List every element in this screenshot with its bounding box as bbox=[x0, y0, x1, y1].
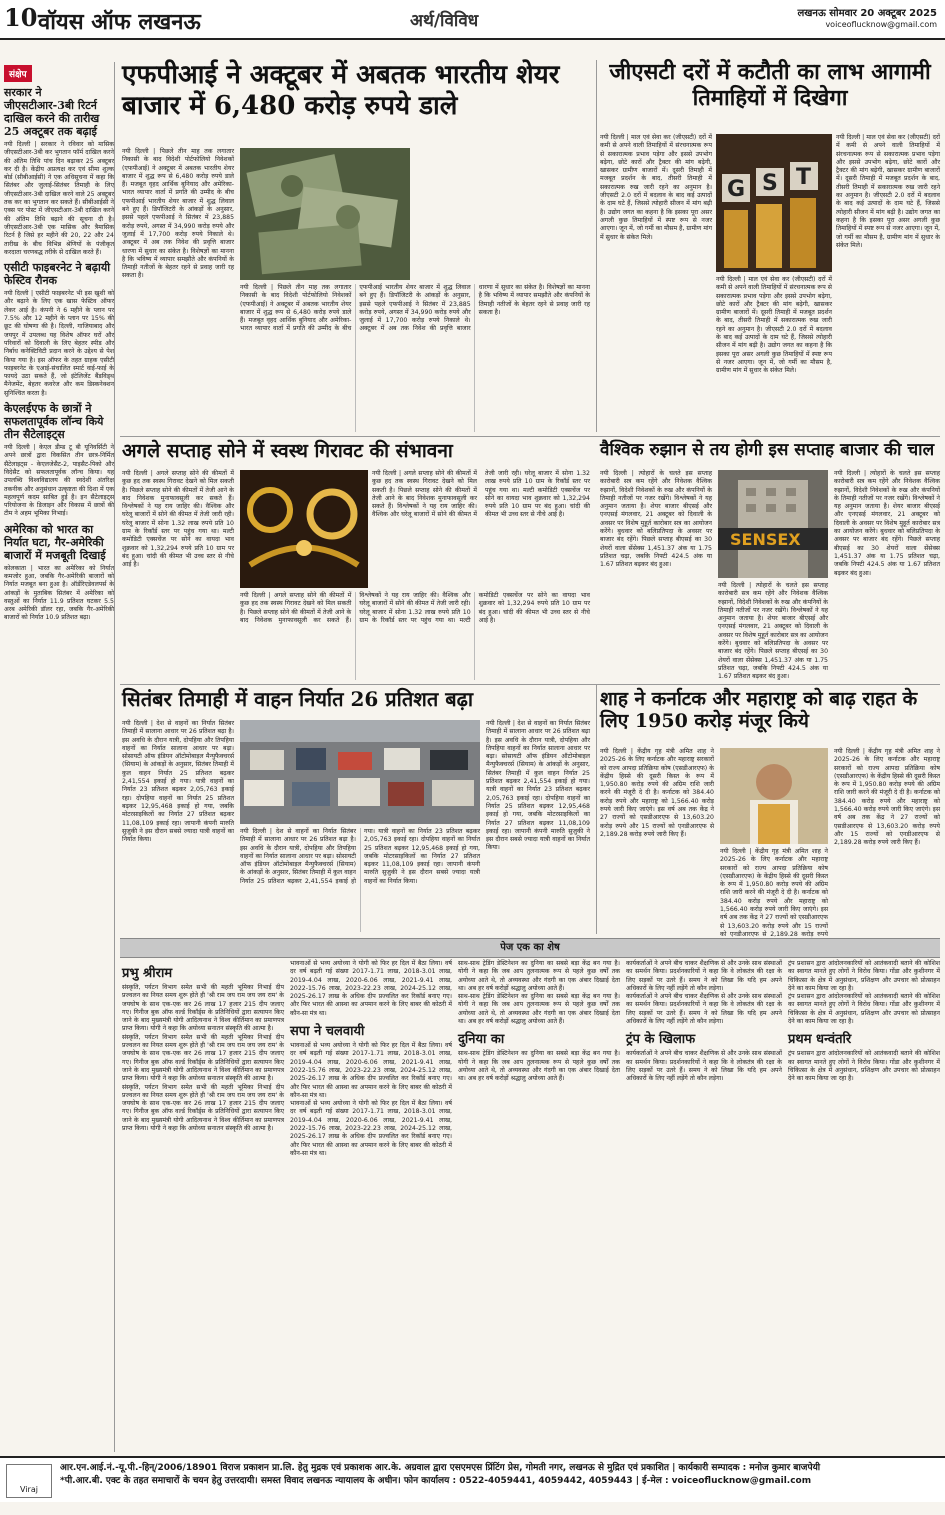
brief-body: नयी दिल्ली | केएल डीम्ड टू बी यूनिवर्सिटी ने अपने छात्रों द्वारा विकसित तीन छात्र-निर्मित सैटेलाइट्स - केएलजेसैट-2, पाइसैट-पिको और विदेसैट को सफलतापूर्वक लॉन्च किया। यह उपलब्धि विश्वविद्यालय की स्वदेशी अंतरिक्ष तकनीक और अनुसंधान उत्कृष्टता की दिशा में एक महत्वपूर्ण कदम साबित हुई है। इन सैटेलाइट्स परियोजना के डिजाइन और विकास में छात्रों की टीम ने अहम भूमिका निभाई। bbox=[4, 444, 114, 518]
lower-col2-body-cont: भावनाओं से भव्य अयोध्या ने योगी को फिर हर दिल में बैठा लिया। वर्ष दर वर्ष बढ़ती गई संख्या 2017-1.71 लाख, 2018-3.01 लाख, 2019-4.04 लाख, 2020-6.06 लाख, 2021-9.41 लाख, 2022-15.76 लाख, 2023-22.23 लाख, 2024-25.12 लाख, 2025-26.17 लाख के अधिक दीप प्रज्वलित कर रिकॉर्ड बनाए गए। और फिर भारत की आस्था का अपमान करने के लिए बाबर की कोठरी में कौन-सा मंत्र था। bbox=[290, 1100, 452, 1157]
brief-body: कोलकाता | भारत का अमेरिका को निर्यात कमजोर हुआ, जबकि गैर-अमेरिकी बाजारों को निर्यात मजबूत बना हुआ है। ऑर्डरिएडेवलपर्स के आंकड़ों के मुताबिक सितंबर में अमेरिका को वस्तुओं का निर्यात 11.9 प्रतिशत घटकर 5.5 अरब अमेरिकी डॉलर रहा, जबकि गैर-अमेरिकी बाजारों को निर्यात 10.9 प्रतिशत बढ़ा। bbox=[4, 564, 114, 622]
continued-banner-text: पेज एक का शेष bbox=[500, 942, 560, 953]
lower-col4-body-cont: कार्यकर्ताओं ने अपने बीच चाकर शैक्षणिक से और उनके साथ संस्थाओं का समर्थन किया। प्रदर्शनकारियों ने कहा कि वे लोकतंत्र की रक्षा के लिए सड़कों पर उतरे हैं। समय ने को लिखा कि यदि हम अपने अधिकारों के लिए नहीं लड़ेंगे तो कौन लड़ेगा। bbox=[626, 1050, 782, 1083]
auto-body-col4: नयी दिल्ली | देश से वाहनों का निर्यात सितंबर तिमाही में सालाना आधार पर 26 प्रतिशत बढ़ा है। इस अवधि के दौरान यात्री, दोपहिया और तिपहिया वाहनों का निर्यात सालाना आधार पर बढ़ा। सोसायटी ऑफ इंडियन ऑटोमोबाइल मैन्युफैक्चरर्स (सियाम) के आंकड़ों के अनुसार, सितंबर तिमाही में कुल वाहन निर्यात 25 प्रतिशत बढ़कर 2,41,554 इकाई हो गया। यात्री वाहनों का निर्यात 23 प्रतिशत बढ़कर 2,05,763 इकाई रहा। दोपहिया वाहनों का निर्यात 25 प्रतिशत बढ़कर 12,95,468 इकाई हो गया, जबकि मोटरसाइकिलों का निर्यात 27 प्रतिशत बढ़कर 11,08,109 इकाई रहा। जापानी कंपनी मारुति सुजुकी ने इस दौरान सबसे ज्यादा यात्री वाहनों का निर्यात किया। bbox=[486, 720, 590, 852]
fpi-headline: एफपीआई ने अक्टूबर में अबतक भारतीय शेयर बाजार में 6,480 करोड़ रुपये डाले bbox=[122, 60, 560, 121]
lower-col4-body-cont: कार्यकर्ताओं ने अपने बीच चाकर शैक्षणिक से और उनके साथ संस्थाओं का समर्थन किया। प्रदर्शनकारियों ने कहा कि वे लोकतंत्र की रक्षा के लिए सड़कों पर उतरे हैं। समय ने को लिखा कि यदि हम अपने अधिकारों के लिए नहीं लड़ेंगे तो कौन लड़ेगा। bbox=[626, 993, 782, 1026]
auto-body-cols: नयी दिल्ली | देश से वाहनों का निर्यात सितंबर तिमाही में सालाना आधार पर 26 प्रतिशत बढ़ा है। इस अवधि के दौरान यात्री, दोपहिया और तिपहिया वाहनों का निर्यात सालाना आधार पर बढ़ा। सोसायटी ऑफ इंडियन ऑटोमोबाइल मैन्युफैक्चरर्स (सियाम) के आंकड़ों के अनुसार, सितंबर तिमाही में कुल वाहन निर्यात 25 प्रतिशत बढ़कर 2,41,554 इकाई हो गया। यात्री वाहनों का निर्यात 23 प्रतिशत बढ़कर 2,05,763 इकाई रहा। दोपहिया वाहनों का निर्यात 25 प्रतिशत बढ़कर 12,95,468 इकाई हो गया, जबकि मोटरसाइकिलों का निर्यात 27 प्रतिशत बढ़कर 11,08,109 इकाई रहा। जापानी कंपनी मारुति सुजुकी ने इस दौरान सबसे ज्यादा यात्री वाहनों का निर्यात किया। bbox=[240, 828, 480, 885]
amit-shah-photo bbox=[720, 748, 828, 844]
bse-building-photo bbox=[718, 470, 828, 578]
lower-col4-head: ट्रंप के खिलाफ bbox=[626, 1032, 696, 1048]
svg-text:S: S bbox=[762, 171, 778, 196]
lower-col3-head: दुनिया का bbox=[458, 1032, 505, 1048]
brief-headline: सरकार ने जीएसटीआर-3बी रिटर्न दाखिल करने की तारीख 25 अक्टूबर तक बढ़ाई bbox=[4, 86, 100, 138]
lower-col4-body: कार्यकर्ताओं ने अपने बीच चाकर शैक्षणिक से और उनके साथ संस्थाओं का समर्थन किया। प्रदर्शनकारियों ने कहा कि वे लोकतंत्र की रक्षा के लिए सड़कों पर उतरे हैं। समय ने को लिखा कि यदि हम अपने अधिकारों के लिए नहीं लड़ेंगे तो कौन लड़ेगा। bbox=[626, 960, 782, 992]
lower-col5-body-cont: ट्रंप प्रशासन द्वारा आंदोलनकारियों को आतंकवादी बताने की कोशिश का स्वागत मानते हुए लोगों ने विरोध किया। गोंडा और कुशीनगर में चिकित्सा के क्षेत्र में अनुसंधान, प्रशिक्षण और उपचार को प्रोत्साहन देने का काम किया जा रहा है। bbox=[788, 1050, 940, 1083]
auto-body-col1: नयी दिल्ली | देश से वाहनों का निर्यात सितंबर तिमाही में सालाना आधार पर 26 प्रतिशत बढ़ा है। इस अवधि के दौरान यात्री, दोपहिया और तिपहिया वाहनों का निर्यात सालाना आधार पर बढ़ा। सोसायटी ऑफ इंडियन ऑटोमोबाइल मैन्युफैक्चरर्स (सियाम) के आंकड़ों के अनुसार, सितंबर तिमाही में कुल वाहन निर्यात 25 प्रतिशत बढ़कर 2,41,554 इकाई हो गया। यात्री वाहनों का निर्यात 23 प्रतिशत बढ़कर 2,05,763 इकाई रहा। दोपहिया वाहनों का निर्यात 25 प्रतिशत बढ़कर 12,95,468 इकाई हो गया, जबकि मोटरसाइकिलों का निर्यात 27 प्रतिशत बढ़कर 11,08,109 इकाई रहा। जापानी कंपनी मारुति सुजुकी ने इस दौरान सबसे ज्यादा यात्री वाहनों का निर्यात किया। bbox=[122, 720, 234, 844]
lower-col1-body: संस्कृति, पर्यटन विभाग समेत सभी की महती भूमिका निभाई दीप प्रज्वलन का नियत समय शुरू होते ही 'श्री राम जय राम जय जय राम' के जयघोष के साथ एक-एक कर 26 लाख 17 हजार 215 दीप जलाए गए। गिनीज बुक ऑफ वर्ल्ड रिकॉर्ड्स के प्रतिनिधियों द्वारा सत्यापन किए जाने के बाद मुख्यमंत्री योगी आदित्यनाथ ने विश्व कीर्तिमान का प्रमाणपत्र प्राप्त किया। योगी ने कहा कि अयोध्या सनातन संस्कृति की आत्मा है। bbox=[122, 984, 284, 1033]
gold-body-col1: नयी दिल्ली | अगले सप्ताह सोने की कीमतों में कुछ हद तक स्वस्थ गिरावट देखने को मिल सकती है। पिछले सप्ताह सोने की कीमतों में तेजी आने के बाद निवेशक मुनाफावसूली कर सकते हैं। विश्लेषकों ने यह राय जाहिर की। वैश्विक और घरेलू बाजारों में सोने की कीमत में तेजी जारी रही। घरेलू बाजार में सोना 1.32 लाख रुपये प्रति 10 ग्राम के रिकॉर्ड स्तर पर पहुंच गया था। मल्टी कमोडिटी एक्सचेंज पर सोने का वायदा भाव शुक्रवार को 1,32,294 रुपये प्रति 10 ग्राम पर बंद हुआ। चांदी की कीमत भी उच्च स्तर से नीचे आई है। bbox=[122, 470, 234, 569]
relief-body-col1: नयी दिल्ली | केंद्रीय गृह मंत्री अमित शाह ने 2025-26 के लिए कर्नाटक और महाराष्ट्र सरकारों को राज्य आपदा प्रतिक्रिया कोष (एसडीआरएफ) के केंद्रीय हिस्से की दूसरी किस्त के रूप में 1,950.80 करोड़ रुपये की अग्रिम राशि जारी करने की मंजूरी दे दी है। कर्नाटक को 384.40 करोड़ रुपये और महाराष्ट्र को 1,566.40 करोड़ रुपये जारी किए जाएंगे। इस वर्ष अब तक केंद्र ने 27 राज्यों को एसडीआरएफ से 13,603.20 करोड़ रुपये और 15 राज्यों को एनडीआरएफ से 2,189.28 करोड़ रुपये जारी किए हैं। bbox=[600, 748, 714, 838]
gold-headline: अगले सप्ताह सोने में स्वस्थ गिरावट की संभावना bbox=[122, 440, 453, 462]
market-body-col2: नयी दिल्ली | त्योहारों के चलते इस सप्ताह कारोबारी सत्र कम रहेंगे और निवेशक वैश्विक रुझानों, विदेशी निवेशकों के रुख और कंपनियों के तिमाही नतीजों पर नजर रखेंगे। विश्लेषकों ने यह अनुमान जताया है। शेयर बाजार बीएसई और एनएसई मंगलवार, 21 अक्टूबर को दिवाली के अवसर पर विशेष मुहूर्त कारोबार सत्र का आयोजन करेंगे। बुधवार को बलिप्रतिपदा के अवसर पर बाजार बंद रहेंगे। पिछले सप्ताह बीएसई का 30 शेयरों वाला सेंसेक्स 1,451.37 अंक या 1.75 प्रतिशत चढ़ा, जबकि निफ्टी 424.5 अंक या 1.67 प्रतिशत बढ़कर बंद हुआ। bbox=[718, 582, 828, 681]
lower-col2-body: भावनाओं से भव्य अयोध्या ने योगी को फिर हर दिल में बैठा लिया। वर्ष दर वर्ष बढ़ती गई संख्या 2017-1.71 लाख, 2018-3.01 लाख, 2019-4.04 लाख, 2020-6.06 लाख, 2021-9.41 लाख, 2022-15.76 लाख, 2023-22.23 लाख, 2024-25.12 लाख, 2025-26.17 लाख के अधिक दीप प्रज्वलित कर रिकॉर्ड बनाए गए। और फिर भारत की आस्था का अपमान करने के लिए बाबर की कोठरी में कौन-सा मंत्र था। bbox=[290, 960, 452, 1017]
page-number: 10 bbox=[4, 3, 38, 32]
lower-col2-head: सपा ने चलवायी bbox=[290, 1024, 365, 1040]
gold-jewellery-photo bbox=[240, 470, 368, 588]
lower-col5-body-cont: ट्रंप प्रशासन द्वारा आंदोलनकारियों को आतंकवादी बताने की कोशिश का स्वागत मानते हुए लोगों ने विरोध किया। गोंडा और कुशीनगर में चिकित्सा के क्षेत्र में अनुसंधान, प्रशिक्षण और उपचार को प्रोत्साहन देने का काम किया जा रहा है। bbox=[788, 993, 940, 1026]
lower-col3-body-cont: साथ-साथ ट्रेडिंग डेस्टिनेशन का दुनिया का सबसे बड़ा केंद्र बन गया है। योगी ने कहा कि जब आप तुलनात्मक रूप से पहले कुछ वर्षों तक अयोध्या आते थे, तो अव्यवस्था और गंदगी का एक अंबार दिखाई देता था। अब हर वर्ष करोड़ों श्रद्धालु अयोध्या आते हैं। bbox=[458, 993, 620, 1026]
lower-col1-body-cont: संस्कृति, पर्यटन विभाग समेत सभी की महती भूमिका निभाई दीप प्रज्वलन का नियत समय शुरू होते ही 'श्री राम जय राम जय जय राम' के जयघोष के साथ एक-एक कर 26 लाख 17 हजार 215 दीप जलाए गए। गिनीज बुक ऑफ वर्ल्ड रिकॉर्ड्स के प्रतिनिधियों द्वारा सत्यापन किए जाने के बाद मुख्यमंत्री योगी आदित्यनाथ ने विश्व कीर्तिमान का प्रमाणपत्र प्राप्त किया। योगी ने कहा कि अयोध्या सनातन संस्कृति की आत्मा है। bbox=[122, 1033, 284, 1083]
brief-body: नयी दिल्ली | एसीटी फाइबरनेट भी इस खुशी को और बढ़ाने के लिए एक खास फेस्टिव ऑफर लेकर आई है। कंपनी ने 6 महीने के प्लान पर 7.5% और 12 महीने के प्लान पर 15% की छूट की घोषणा की है। दिल्ली, गाजियाबाद और जयपुर में उपलब्ध यह विशेष ऑफर घरों और परिवारों को दिवाली के लिए बेहतर स्पीड और निर्बाध कनेक्टिविटी प्रदान करने के उद्देश्य से पेश किया गया है। इस ऑफर के तहत ग्राहक एसीटी फाइबरनेट के एआई-संचालित स्मार्ट वाई-फाई के फायदे उठा सकते हैं, जो इंटेलिजेंट बैंडविड्थ मैनेजमेंट, बेहतर कवरेज और कम डिस्कनेक्शन सुनिश्चित करता है। bbox=[4, 290, 114, 397]
sidebar-briefs bbox=[4, 62, 115, 1452]
fpi-body-cols: नयी दिल्ली | पिछले तीन माह तक लगातार निकासी के बाद विदेशी पोर्टफोलियो निवेशकों (एफपीआई) ने अक्टूबर में अबतक भारतीय शेयर बाजार में शुद्ध रूप से 6,480 करोड़ रुपये डाले हैं। मजबूत वृहद आर्थिक बुनियाद और अमेरिका-भारत व्यापार वार्ता में प्रगति की उम्मीद के बीच एफपीआई भारतीय शेयर बाजार में शुद्ध लिवाल बने हुए हैं। डिपॉजिटरी के आंकड़ों के अनुसार, इससे पहले एफपीआई ने सितंबर में 23,885 करोड़ रुपये, अगस्त में 34,990 करोड़ रुपये और जुलाई में 17,700 करोड़ रुपये निकाले थे। अक्टूबर में अब तक निवेश की प्रवृत्ति बाजार धारणा में सुधार का संकेत है। विशेषज्ञों का मानना है कि भविष्य में व्यापार समझौते और कंपनियों के तिमाही नतीजों के बेहतर रहने से प्रवाह जारी रह सकता है। bbox=[240, 284, 590, 333]
relief-body-col2: नयी दिल्ली | केंद्रीय गृह मंत्री अमित शाह ने 2025-26 के लिए कर्नाटक और महाराष्ट्र सरकारों को राज्य आपदा प्रतिक्रिया कोष (एसडीआरएफ) के केंद्रीय हिस्से की दूसरी किस्त के रूप में 1,950.80 करोड़ रुपये की अग्रिम राशि जारी करने की मंजूरी दे दी है। कर्नाटक को 384.40 करोड़ रुपये और महाराष्ट्र को 1,566.40 करोड़ रुपये जारी किए जाएंगे। इस वर्ष अब तक केंद्र ने 27 राज्यों को एसडीआरएफ से 13,603.20 करोड़ रुपये और 15 राज्यों को एनडीआरएफ से 2,189.28 करोड़ रुपये bbox=[720, 848, 828, 938]
market-body-col3: नयी दिल्ली | त्योहारों के चलते इस सप्ताह कारोबारी सत्र कम रहेंगे और निवेशक वैश्विक रुझानों, विदेशी निवेशकों के रुख और कंपनियों के तिमाही नतीजों पर नजर रखेंगे। विश्लेषकों ने यह अनुमान जताया है। शेयर बाजार बीएसई और एनएसई मंगलवार, 21 अक्टूबर को दिवाली के अवसर पर विशेष मुहूर्त कारोबार सत्र का आयोजन करेंगे। बुधवार को बलिप्रतिपदा के अवसर पर बाजार बंद रहेंगे। पिछले सप्ताह बीएसई का 30 शेयरों वाला सेंसेक्स 1,451.37 अंक या 1.75 प्रतिशत चढ़ा, जबकि निफ्टी 424.5 अंक या 1.67 प्रतिशत बढ़कर बंद हुआ। bbox=[834, 470, 940, 577]
svg-text:T: T bbox=[796, 165, 812, 190]
briefs-label: संक्षेप bbox=[4, 65, 32, 82]
continued-banner bbox=[120, 938, 940, 958]
lower-col5 bbox=[788, 960, 940, 1452]
fpi-body-col1: नयी दिल्ली | पिछले तीन माह तक लगातार निकासी के बाद विदेशी पोर्टफोलियो निवेशकों (एफपीआई) ने अक्टूबर में अबतक भारतीय शेयर बाजार में शुद्ध रूप से 6,480 करोड़ रुपये डाले हैं। मजबूत वृहद आर्थिक बुनियाद और अमेरिका-भारत व्यापार वार्ता में प्रगति की उम्मीद के बीच एफपीआई भारतीय शेयर बाजार में शुद्ध लिवाल बने हुए हैं। डिपॉजिटरी के आंकड़ों के अनुसार, इससे पहले एफपीआई ने सितंबर में 23,885 करोड़ रुपये, अगस्त में 34,990 करोड़ रुपये और जुलाई में 17,700 करोड़ रुपये निकाले थे। अक्टूबर में अब तक निवेश की प्रवृत्ति बाजार धारणा में सुधार का संकेत है। विशेषज्ञों का मानना है कि भविष्य में व्यापार समझौते और कंपनियों के तिमाही नतीजों के बेहतर रहने से प्रवाह जारी रह सकता है। bbox=[122, 148, 234, 280]
gold-body-col2: नयी दिल्ली | अगले सप्ताह सोने की कीमतों में कुछ हद तक स्वस्थ गिरावट देखने को मिल सकती है। पिछले सप्ताह सोने की कीमतों में तेजी आने के बाद निवेशक मुनाफावसूली कर सकते हैं। विश्लेषकों ने यह राय जाहिर की। वैश्विक और घरेलू बाजारों में सोने की कीमत में तेजी जारी रही। घरेलू बाजार में सोना 1.32 लाख रुपये प्रति 10 ग्राम के रिकॉर्ड स्तर पर पहुंच गया था। मल्टी कमोडिटी एक्सचेंज पर सोने का वायदा भाव शुक्रवार को 1,32,294 रुपये प्रति 10 ग्राम पर बंद हुआ। चांदी की कीमत भी उच्च स्तर से नीचे आई है। bbox=[372, 470, 590, 519]
lower-col3-body-cont: साथ-साथ ट्रेडिंग डेस्टिनेशन का दुनिया का सबसे बड़ा केंद्र बन गया है। योगी ने कहा कि जब आप तुलनात्मक रूप से पहले कुछ वर्षों तक अयोध्या आते थे, तो अव्यवस्था और गंदगी का एक अंबार दिखाई देता था। अब हर वर्ष करोड़ों श्रद्धालु अयोध्या आते हैं। bbox=[458, 1050, 620, 1083]
lower-col5-head: प्रथम धन्वंतरि bbox=[788, 1032, 852, 1048]
brief-headline: एसीटी फाइबरनेट ने बढ़ायी फेस्टिव रौनक bbox=[4, 261, 111, 288]
lower-col2-body-cont: भावनाओं से भव्य अयोध्या ने योगी को फिर हर दिल में बैठा लिया। वर्ष दर वर्ष बढ़ती गई संख्या 2017-1.71 लाख, 2018-3.01 लाख, 2019-4.04 लाख, 2020-6.06 लाख, 2021-9.41 लाख, 2022-15.76 लाख, 2023-22.23 लाख, 2024-25.12 लाख, 2025-26.17 लाख के अधिक दीप प्रज्वलित कर रिकॉर्ड बनाए गए। और फिर भारत की आस्था का अपमान करने के लिए बाबर की कोठरी में कौन-सा मंत्र था। bbox=[290, 1042, 452, 1099]
lower-col5-body: ट्रंप प्रशासन द्वारा आंदोलनकारियों को आतंकवादी बताने की कोशिश का स्वागत मानते हुए लोगों ने विरोध किया। गोंडा और कुशीनगर में चिकित्सा के क्षेत्र में अनुसंधान, प्रशिक्षण और उपचार को प्रोत्साहन देने का काम किया जा रहा है। bbox=[788, 960, 940, 992]
lower-col3 bbox=[458, 960, 620, 1452]
page-header bbox=[0, 0, 945, 40]
currency-photo bbox=[240, 148, 410, 280]
date-line: लखनऊ सोमवार 20 अक्टूबर 2025 bbox=[797, 8, 937, 19]
publisher-logo: Viraj bbox=[6, 1464, 52, 1498]
brief-headline: अमेरिका को भारत का निर्यात घटा, गैर-अमेरिकी बाजारों में मजबूती दिखाई bbox=[4, 522, 106, 562]
market-headline: वैश्विक रुझान से तय होगी इस सप्ताह बाजार की चाल bbox=[600, 440, 935, 460]
section-title: अर्थ/विविध bbox=[410, 11, 479, 31]
imprint-text bbox=[60, 1462, 940, 1488]
svg-text:G: G bbox=[727, 177, 746, 202]
header-email: voiceoflucknow@gmail.com bbox=[825, 20, 937, 29]
imprint-line1: आर.एन.आई.नं.-यू.पी.-हिन्/2006/18901 विराज प्रकाशन प्रा.लि. हेतु मुद्रक एवं प्रकाशक आर.के. अग्रवाल द्वारा एसएमएस प्रिंटिंग प्रेस, गोमती नगर, लखनऊ से मुद्रित एवं प्रकाशित | कार्यकारी सम्पादक : मनोज कुमार बाजपेयी bbox=[60, 1463, 821, 1473]
lower-col3-body: साथ-साथ ट्रेडिंग डेस्टिनेशन का दुनिया का सबसे बड़ा केंद्र बन गया है। योगी ने कहा कि जब आप तुलनात्मक रूप से पहले कुछ वर्षों तक अयोध्या आते थे, तो अव्यवस्था और गंदगी का एक अंबार दिखाई देता था। अब हर वर्ष करोड़ों श्रद्धालु अयोध्या आते हैं। bbox=[458, 960, 620, 992]
imprint-footer bbox=[0, 1456, 945, 1502]
brief-body: नयी दिल्ली | सरकार ने रविवार को मासिक जीएसटीआर-3बी कर भुगतान फॉर्म दाखिल करने की अंतिम तिथि पांच दिन बढ़ाकर 25 अक्टूबर कर दी है। केंद्रीय अप्रत्यक्ष कर एवं सीमा शुल्क बोर्ड (सीबीआईसी) ने एक अधिसूचना में कहा कि सितंबर और जुलाई-सितंबर तिमाही के लिए जीएसटीआर-3बी दाखिल करने वाले 25 अक्टूबर तक कर का भुगतान कर सकते हैं। सीबीआईसी ने एक्स पर पोस्ट में जीएसटीआर-3बी दाखिल करने की अंतिम तिथि बढ़ाने की सूचना दी है। जीएसटीआर-3बी एक मासिक और त्रैमासिक रिटर्न है जिसे हर महीने की 20, 22 और 24 तारीख के बीच विभिन्न श्रेणियों के पंजीकृत करदाता चरणबद्ध तरीके से दाखिल करते हैं। bbox=[4, 141, 114, 256]
gold-body-cols: नयी दिल्ली | अगले सप्ताह सोने की कीमतों में कुछ हद तक स्वस्थ गिरावट देखने को मिल सकती है। पिछले सप्ताह सोने की कीमतों में तेजी आने के बाद निवेशक मुनाफावसूली कर सकते हैं। विश्लेषकों ने यह राय जाहिर की। वैश्विक और घरेलू बाजारों में सोने की कीमत में तेजी जारी रही। घरेलू बाजार में सोना 1.32 लाख रुपये प्रति 10 ग्राम के रिकॉर्ड स्तर पर पहुंच गया था। मल्टी कमोडिटी एक्सचेंज पर सोने का वायदा भाव शुक्रवार को 1,32,294 रुपये प्रति 10 ग्राम पर बंद हुआ। चांदी की कीमत भी उच्च स्तर से नीचे आई है। bbox=[240, 592, 590, 624]
gst-body-col3: नयी दिल्ली | माल एवं सेवा कर (जीएसटी) दरों में कमी से अपने वाली तिमाहियों में संरचनात्मक रूप से सकारात्मक प्रभाव पड़ेगा और इससे उपभोग बढ़ेगा, छोटे कारों और ट्रैक्टर की मांग बढ़ेगी, खासकर ग्रामीण बाजारों में। दूसरी तिमाही में मजबूत प्रदर्शन के बाद, तीसरी तिमाही में सकारात्मक रुख जारी रहने का अनुमान है। जीएसटी 2.0 दरों में बदलाव के बाद कई उत्पादों के दाम घटे हैं, जिससे त्योहारी सीजन में मांग बढ़ी है। उद्योग जगत का कहना है कि इसका पूरा असर अगली कुछ तिमाहियों में स्पष्ट रूप से नजर आएगा। जून में, जो गर्मी का मौसम है, ग्रामीण मांग में सुधार के संकेत मिले। bbox=[836, 134, 940, 249]
lower-col1-head: प्रभु श्रीराम bbox=[122, 966, 173, 981]
traffic-photo bbox=[240, 720, 480, 824]
relief-headline: शाह ने कर्नाटक और महाराष्ट्र को बाढ़ राहत के लिए 1950 करोड़ मंजूर किये bbox=[600, 688, 918, 733]
gst-body-col2: नयी दिल्ली | माल एवं सेवा कर (जीएसटी) दरों में कमी से अपने वाली तिमाहियों में संरचनात्मक रूप से सकारात्मक प्रभाव पड़ेगा और इससे उपभोग बढ़ेगा, छोटे कारों और ट्रैक्टर की मांग बढ़ेगी, खासकर ग्रामीण बाजारों में। दूसरी तिमाही में मजबूत प्रदर्शन के बाद, तीसरी तिमाही में सकारात्मक रुख जारी रहने का अनुमान है। जीएसटी 2.0 दरों में बदलाव के बाद कई उत्पादों के दाम घटे हैं, जिससे त्योहारी सीजन में मांग बढ़ी है। उद्योग जगत का कहना है कि इसका पूरा असर अगली कुछ तिमाहियों में स्पष्ट रूप से नजर आएगा। जून में, जो गर्मी का मौसम है, ग्रामीण मांग में सुधार के संकेत मिले। bbox=[716, 276, 832, 375]
masthead-brand: वॉयस ऑफ लखनऊ bbox=[38, 9, 201, 35]
imprint-line2: *पी.आर.बी. एक्ट के तहत समाचारों के चयन हेतु उत्तरदायी। समस्त विवाद लखनऊ न्यायालय के अधीन। फोन कार्यालय : 0522-4059441, 4059442, 4059443 | ई-मेल : voiceoflucknow@gmail.com bbox=[60, 1476, 812, 1486]
auto-headline: सितंबर तिमाही में वाहन निर्यात 26 प्रतिशत बढ़ा bbox=[122, 687, 474, 711]
gst-coins-photo bbox=[716, 134, 832, 272]
lower-col4 bbox=[626, 960, 782, 1452]
svg-text:SENSEX: SENSEX bbox=[730, 530, 801, 549]
relief-body-col3: नयी दिल्ली | केंद्रीय गृह मंत्री अमित शाह ने 2025-26 के लिए कर्नाटक और महाराष्ट्र सरकारों को राज्य आपदा प्रतिक्रिया कोष (एसडीआरएफ) के केंद्रीय हिस्से की दूसरी किस्त के रूप में 1,950.80 करोड़ रुपये की अग्रिम राशि जारी करने की मंजूरी दे दी है। कर्नाटक को 384.40 करोड़ रुपये और महाराष्ट्र को 1,566.40 करोड़ रुपये जारी किए जाएंगे। इस वर्ष अब तक केंद्र ने 27 राज्यों को एसडीआरएफ से 13,603.20 करोड़ रुपये और 15 राज्यों को एनडीआरएफ से 2,189.28 करोड़ रुपये जारी किए हैं। bbox=[834, 748, 940, 847]
market-body-col1: नयी दिल्ली | त्योहारों के चलते इस सप्ताह कारोबारी सत्र कम रहेंगे और निवेशक वैश्विक रुझानों, विदेशी निवेशकों के रुख और कंपनियों के तिमाही नतीजों पर नजर रखेंगे। विश्लेषकों ने यह अनुमान जताया है। शेयर बाजार बीएसई और एनएसई मंगलवार, 21 अक्टूबर को दिवाली के अवसर पर विशेष मुहूर्त कारोबार सत्र का आयोजन करेंगे। बुधवार को बलिप्रतिपदा के अवसर पर बाजार बंद रहेंगे। पिछले सप्ताह बीएसई का 30 शेयरों वाला सेंसेक्स 1,451.37 अंक या 1.75 प्रतिशत चढ़ा, जबकि निफ्टी 424.5 अंक या 1.67 प्रतिशत बढ़कर बंद हुआ। bbox=[600, 470, 712, 569]
gst-headline: जीएसटी दरों में कटौती का लाभ आगामी तिमाहियों में दिखेगा bbox=[609, 59, 931, 111]
gst-body-col1: नयी दिल्ली | माल एवं सेवा कर (जीएसटी) दरों में कमी से अपने वाली तिमाहियों में संरचनात्मक रूप से सकारात्मक प्रभाव पड़ेगा और इससे उपभोग बढ़ेगा, छोटे कारों और ट्रैक्टर की मांग बढ़ेगी, खासकर ग्रामीण बाजारों में। दूसरी तिमाही में मजबूत प्रदर्शन के बाद, तीसरी तिमाही में सकारात्मक रुख जारी रहने का अनुमान है। जीएसटी 2.0 दरों में बदलाव के बाद कई उत्पादों के दाम घटे हैं, जिससे त्योहारी सीजन में मांग बढ़ी है। उद्योग जगत का कहना है कि इसका पूरा असर अगली कुछ तिमाहियों में स्पष्ट रूप से नजर आएगा। जून में, जो गर्मी का मौसम है, ग्रामीण मांग में सुधार के संकेत मिले। bbox=[600, 134, 712, 241]
lower-col2 bbox=[290, 960, 452, 1452]
lower-col1-body-cont: संस्कृति, पर्यटन विभाग समेत सभी की महती भूमिका निभाई दीप प्रज्वलन का नियत समय शुरू होते ही 'श्री राम जय राम जय जय राम' के जयघोष के साथ एक-एक कर 26 लाख 17 हजार 215 दीप जलाए गए। गिनीज बुक ऑफ वर्ल्ड रिकॉर्ड्स के प्रतिनिधियों द्वारा सत्यापन किए जाने के बाद मुख्यमंत्री योगी आदित्यनाथ ने विश्व कीर्तिमान का प्रमाणपत्र प्राप्त किया। योगी ने कहा कि अयोध्या सनातन संस्कृति की आत्मा है। bbox=[122, 1083, 284, 1133]
brief-headline: केएलईएफ के छात्रों ने सफलतापूर्वक लॉन्च किये तीन सैटेलाइट्स bbox=[4, 402, 104, 442]
lower-col1 bbox=[122, 960, 284, 1452]
